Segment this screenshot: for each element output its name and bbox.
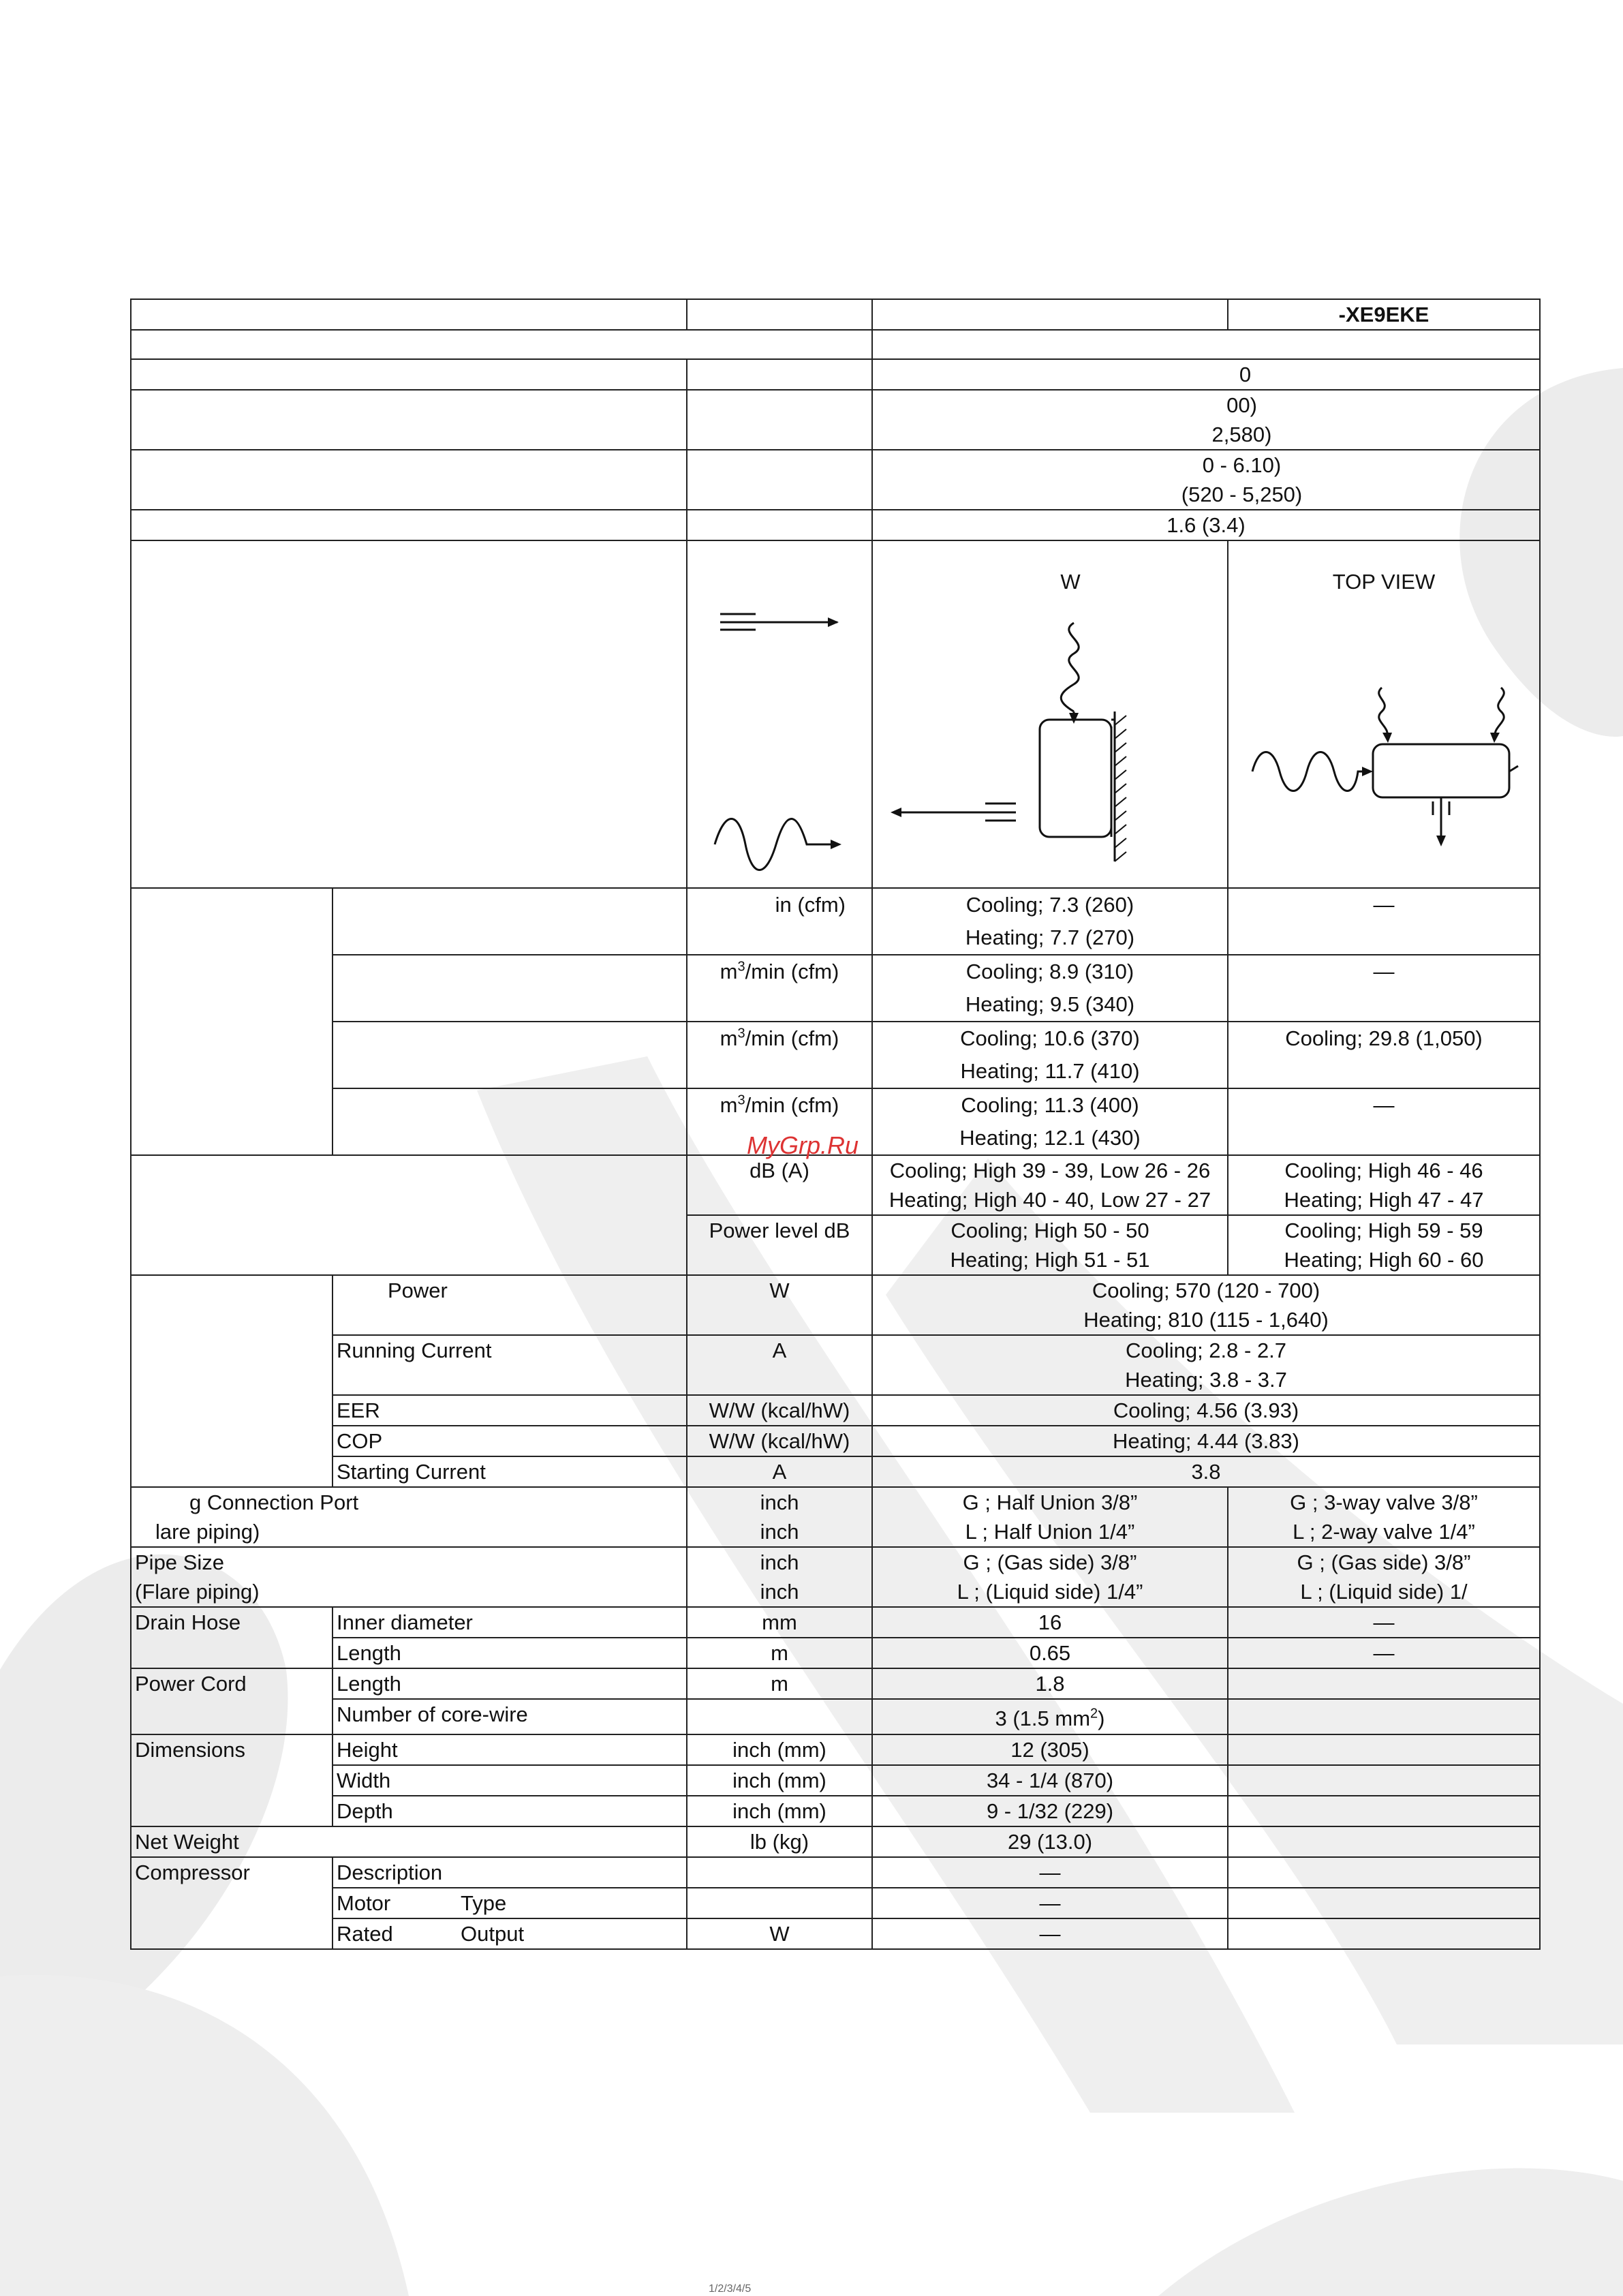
value-cell: 1.6 (3.4) xyxy=(872,510,1540,540)
row-label: Rated Output xyxy=(333,1918,687,1949)
value-cell: 3.8 xyxy=(872,1456,1540,1487)
unit-cell: inch (mm) xyxy=(687,1734,872,1765)
electrical-row xyxy=(131,1456,1540,1487)
outdoor-diagram-label: TOP VIEW xyxy=(1332,570,1436,594)
indoor-value-cell: G ; (Gas side) 3/8” L ; (Liquid side) 1/4” xyxy=(872,1547,1228,1607)
indoor-value-cell: 1.8 xyxy=(872,1668,1228,1699)
outdoor-value-cell: — xyxy=(1228,955,1540,1022)
indoor-value-cell: — xyxy=(872,1857,1228,1888)
indoor-value-cell: Cooling; High 50 - 50 Heating; High 51 - 51 xyxy=(872,1215,1228,1275)
unit-cell: inch inch xyxy=(687,1487,872,1547)
indoor-value-cell: — xyxy=(872,1918,1228,1949)
outdoor-value-cell: Cooling; High 59 - 59 Heating; High 60 - 60 xyxy=(1228,1215,1540,1275)
dimensions-row xyxy=(131,1734,1540,1765)
row-label: COP xyxy=(333,1426,687,1456)
table-row xyxy=(131,359,1540,390)
electrical-row xyxy=(131,1426,1540,1456)
unit-cell: inch (mm) xyxy=(687,1796,872,1826)
row-label: Height xyxy=(333,1734,687,1765)
electrical-row xyxy=(131,1335,1540,1395)
pipe-size-row xyxy=(131,1547,1540,1607)
legend-cell xyxy=(687,540,872,888)
value-cell: Heating; 4.44 (3.83) xyxy=(872,1426,1540,1456)
drain-hose-row xyxy=(131,1638,1540,1668)
unit-cell: W/W (kcal/hW) xyxy=(687,1426,872,1456)
indoor-value-cell: — xyxy=(872,1888,1228,1918)
dimensions-row xyxy=(131,1796,1540,1826)
indoor-value-cell: 3 (1.5 $mm^2$) xyxy=(872,1699,1228,1734)
drain-hose-row xyxy=(131,1607,1540,1638)
row-label: Motor Type xyxy=(333,1888,687,1918)
power-cord-row xyxy=(131,1668,1540,1699)
indoor-value-cell: 0.65 xyxy=(872,1638,1228,1668)
row-group-label: Compressor xyxy=(131,1857,333,1949)
unit-cell: in (cfm) xyxy=(687,888,872,955)
unit-cell: $m^3/\min$ (cfm) xyxy=(687,1022,872,1088)
row-label: Number of core-wire xyxy=(333,1699,687,1734)
connection-row xyxy=(131,1487,1540,1547)
indoor-value-cell: Cooling; 8.9 (310) Heating; 9.5 (340) xyxy=(872,955,1228,1022)
outdoor-value-cell: — xyxy=(1228,1607,1540,1638)
specifications-table xyxy=(130,299,1541,1950)
table-row xyxy=(131,510,1540,540)
legend-arrows-icon xyxy=(687,541,872,887)
row-label: Inner diameter xyxy=(333,1607,687,1638)
indoor-value-cell: 12 (305) xyxy=(872,1734,1228,1765)
table-row xyxy=(131,450,1540,510)
airflow-row xyxy=(131,888,1540,955)
indoor-value-cell: 34 - 1/4 (870) xyxy=(872,1765,1228,1796)
outdoor-value-cell: — xyxy=(1228,1638,1540,1668)
indoor-value-cell: 16 xyxy=(872,1607,1228,1638)
value-line: 00) xyxy=(1226,393,1257,417)
model-suffix: -XE9EKE xyxy=(1228,299,1540,330)
airflow-row xyxy=(131,955,1540,1022)
row-group-label: Power Cord xyxy=(131,1668,333,1734)
row-label: Power xyxy=(333,1275,687,1335)
unit-cell: dB (A) xyxy=(687,1155,872,1215)
indoor-unit-diagram xyxy=(873,541,1228,887)
outdoor-value-cell: G ; (Gas side) 3/8” L ; (Liquid side) 1/ xyxy=(1228,1547,1540,1607)
unit-cell: A xyxy=(687,1456,872,1487)
unit-cell: m xyxy=(687,1668,872,1699)
row-label: Depth xyxy=(333,1796,687,1826)
value-cell: Cooling; 4.56 (3.93) xyxy=(872,1395,1540,1426)
indoor-value-cell: Cooling; 10.6 (370) Heating; 11.7 (410) xyxy=(872,1022,1228,1088)
airflow-row xyxy=(131,1022,1540,1088)
table-row xyxy=(131,390,1540,450)
row-label: Length xyxy=(333,1668,687,1699)
unit-cell: W xyxy=(687,1918,872,1949)
table-row xyxy=(131,330,1540,359)
row-group-label: Drain Hose xyxy=(131,1607,333,1668)
outdoor-value-cell: Cooling; 29.8 (1,050) xyxy=(1228,1022,1540,1088)
electrical-row xyxy=(131,1395,1540,1426)
unit-cell: lb (kg) xyxy=(687,1826,872,1857)
unit-cell: $m^3/\min$ (cfm) xyxy=(687,1088,872,1155)
row-label: EER xyxy=(333,1395,687,1426)
indoor-diagram-cell xyxy=(872,540,1228,888)
unit-cell: inch (mm) xyxy=(687,1765,872,1796)
outdoor-diagram-cell xyxy=(1228,540,1540,888)
dimensions-row xyxy=(131,1765,1540,1796)
row-label: Net Weight xyxy=(131,1826,687,1857)
indoor-value-cell: 9 - 1/32 (229) xyxy=(872,1796,1228,1826)
unit-cell: W xyxy=(687,1275,872,1335)
outdoor-value-cell: Cooling; High 46 - 46 Heating; High 47 - 47 xyxy=(1228,1155,1540,1215)
unit-cell: inch inch xyxy=(687,1547,872,1607)
unit-cell: m xyxy=(687,1638,872,1668)
row-label: Width xyxy=(333,1765,687,1796)
indoor-value-cell: G ; Half Union 3/8” L ; Half Union 1/4” xyxy=(872,1487,1228,1547)
outdoor-unit-top-view-diagram xyxy=(1228,541,1540,887)
value-cell xyxy=(872,450,1540,510)
row-group-label: Dimensions xyxy=(131,1734,333,1826)
compressor-row xyxy=(131,1918,1540,1949)
diagram-row xyxy=(131,540,1540,888)
power-cord-row xyxy=(131,1699,1540,1734)
indoor-value-cell: Cooling; 7.3 (260) Heating; 7.7 (270) xyxy=(872,888,1228,955)
unit-cell: $m^3/\min$ (cfm) xyxy=(687,955,872,1022)
value-cell: Cooling; 2.8 - 2.7 Heating; 3.8 - 3.7 xyxy=(872,1335,1540,1395)
value-line: 2,580) xyxy=(1211,423,1272,446)
compressor-row xyxy=(131,1888,1540,1918)
unit-cell: mm xyxy=(687,1607,872,1638)
value-cell: 0 xyxy=(872,359,1540,390)
electrical-row xyxy=(131,1275,1540,1335)
row-label: Description xyxy=(333,1857,687,1888)
row-label: Length xyxy=(333,1638,687,1668)
row-label: g Connection Port lare piping) xyxy=(131,1487,687,1547)
indoor-value-cell: Cooling; 11.3 (400) Heating; 12.1 (430) xyxy=(872,1088,1228,1155)
indoor-value-cell: Cooling; High 39 - 39, Low 26 - 26 Heating; High 40 - 40, Low 27 - 27 xyxy=(872,1155,1228,1215)
value-cell: Cooling; 570 (120 - 700) Heating; 810 (115 - 1,640) xyxy=(872,1275,1540,1335)
row-label: Starting Current xyxy=(333,1456,687,1487)
unit-cell: Power level dB xyxy=(687,1215,872,1275)
row-label: Running Current xyxy=(333,1335,687,1395)
indoor-diagram-label: W xyxy=(1060,570,1081,594)
compressor-row xyxy=(131,1857,1540,1888)
unit-cell: W/W (kcal/hW) xyxy=(687,1395,872,1426)
indoor-value-cell: 29 (13.0) xyxy=(872,1826,1228,1857)
net-weight-row xyxy=(131,1826,1540,1857)
value-cell xyxy=(872,390,1540,450)
unit-cell: A xyxy=(687,1335,872,1395)
row-label: Pipe Size (Flare piping) xyxy=(131,1547,687,1607)
noise-row xyxy=(131,1155,1540,1215)
watermark-text: MyGrp.Ru xyxy=(747,1131,859,1159)
outdoor-value-cell: — xyxy=(1228,888,1540,955)
outdoor-value-cell: G ; 3-way valve 3/8” L ; 2-way valve 1/4” xyxy=(1228,1487,1540,1547)
footer-text: 1/2/3/4/5 xyxy=(709,2283,752,2295)
value-line: (520 - 5,250) xyxy=(1181,483,1303,506)
value-line: 0 - 6.10) xyxy=(1202,453,1282,477)
table-header-row xyxy=(131,299,1540,330)
outdoor-value-cell: — xyxy=(1228,1088,1540,1155)
